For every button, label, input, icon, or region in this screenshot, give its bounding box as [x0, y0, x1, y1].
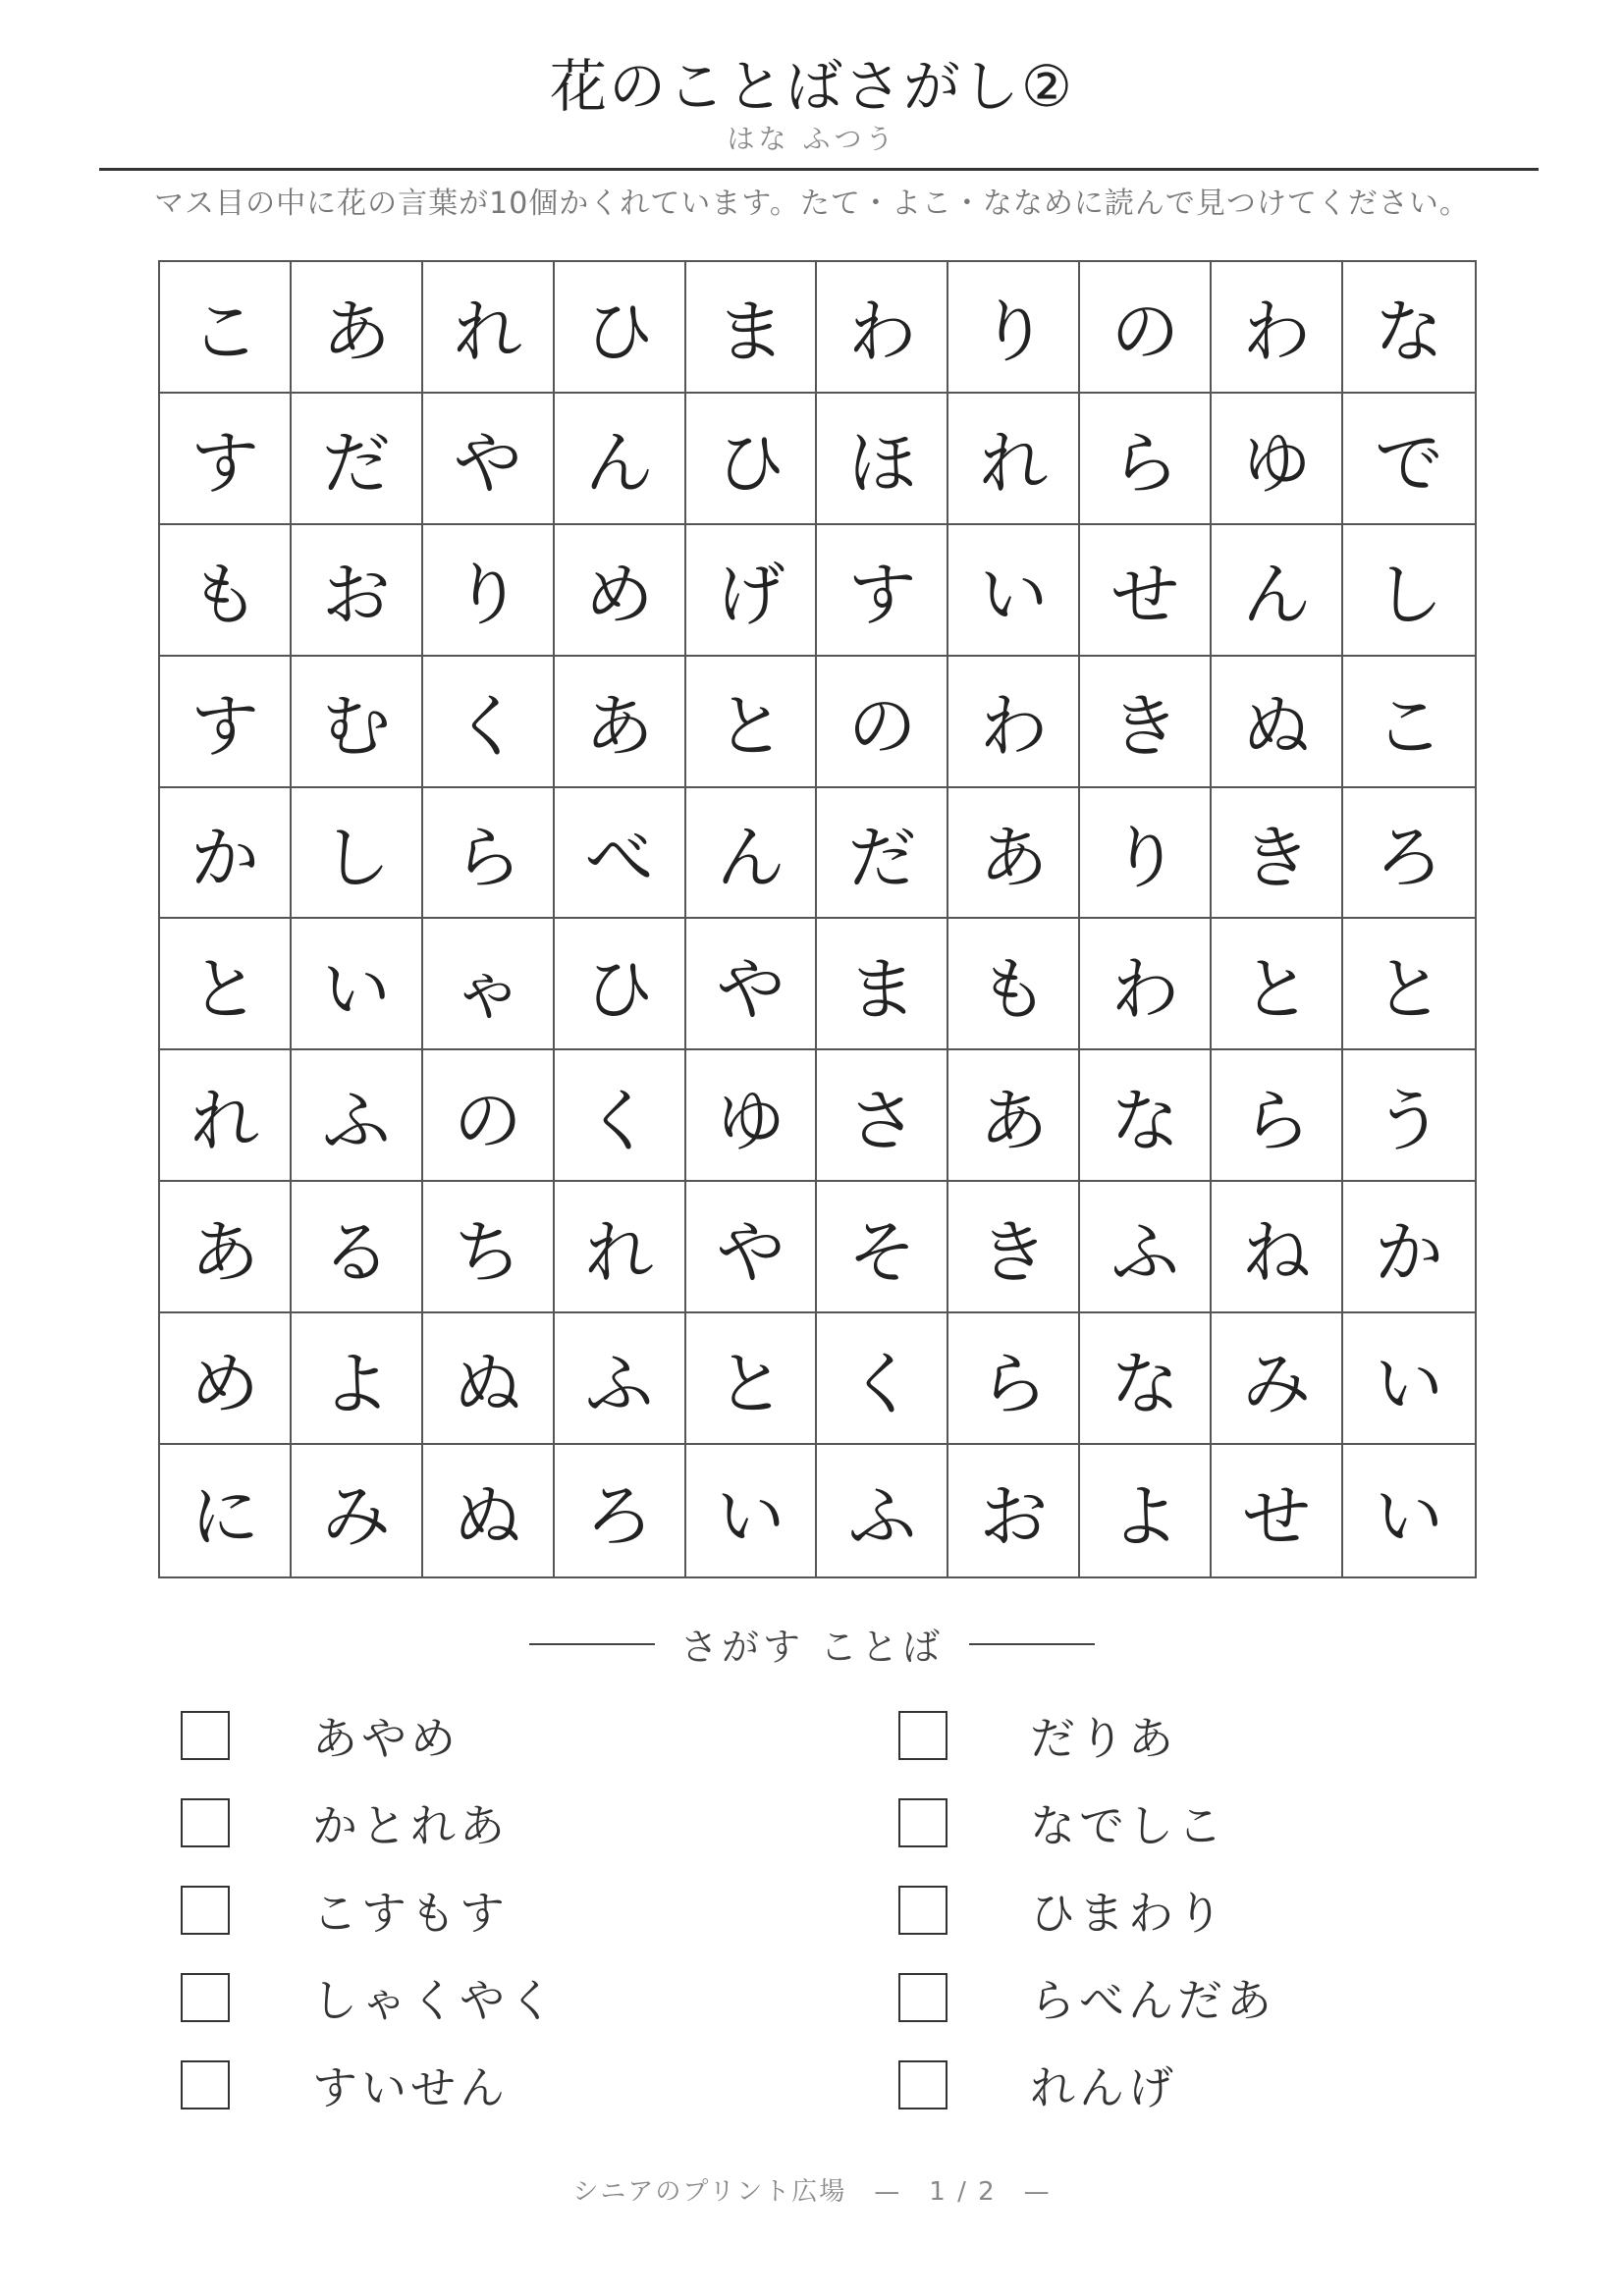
grid-cell[interactable]: ゆ — [686, 1050, 818, 1182]
grid-cell[interactable]: と — [160, 919, 292, 1050]
word-label: すいせん — [312, 2061, 509, 2114]
grid-cell[interactable]: れ — [948, 394, 1080, 525]
instructions: マス目の中に花の言葉が10個かくれています。たて・よこ・ななめに読んで見つけてください。 — [154, 187, 1470, 221]
word-checkbox[interactable] — [898, 1886, 947, 1935]
grid-cell[interactable]: め — [160, 1313, 292, 1445]
grid-cell[interactable]: め — [555, 525, 686, 657]
grid-cell[interactable]: や — [686, 1182, 818, 1313]
grid-cell[interactable]: い — [292, 919, 423, 1050]
grid-cell[interactable]: ら — [948, 1313, 1080, 1445]
word-label: なでしこ — [1030, 1799, 1226, 1852]
footer: シニアのプリント広場 — 1 / 2 — — [572, 2177, 1052, 2207]
word-item — [898, 1795, 1226, 1850]
word-label: こすもす — [312, 1887, 509, 1940]
grid-cell[interactable]: よ — [1080, 1445, 1212, 1576]
grid-cell[interactable]: ん — [686, 788, 818, 920]
grid-cell[interactable]: い — [1375, 1475, 1444, 1557]
word-checkbox[interactable] — [181, 2060, 230, 2109]
grid-cell[interactable]: ろ — [555, 1445, 686, 1576]
grid-cell[interactable]: く — [817, 1313, 948, 1445]
grid-cell[interactable]: よ — [292, 1313, 423, 1445]
word-item — [898, 1970, 1275, 2025]
grid-cell[interactable]: ま — [686, 262, 818, 394]
grid-cell[interactable]: と — [686, 657, 818, 788]
grid-cell[interactable]: べ — [555, 788, 686, 920]
grid-cell[interactable]: ら — [1212, 1050, 1343, 1182]
grid-cell[interactable]: ぬ — [423, 1313, 555, 1445]
grid-cell[interactable]: ふ — [555, 1313, 686, 1445]
grid-cell[interactable]: の — [423, 1050, 555, 1182]
word-checkbox[interactable] — [181, 1711, 230, 1760]
grid-cell[interactable]: せ — [1212, 1445, 1343, 1576]
word-checkbox[interactable] — [898, 1973, 947, 2022]
grid-cell[interactable]: る — [292, 1182, 423, 1313]
grid-cell[interactable]: あ — [555, 657, 686, 788]
grid-cell[interactable]: ぬ — [1212, 657, 1343, 788]
word-item — [898, 1708, 1177, 1763]
word-label: かとれあ — [312, 1799, 509, 1852]
word-checkbox[interactable] — [181, 1798, 230, 1847]
grid-cell[interactable]: む — [292, 657, 423, 788]
grid-cell[interactable]: ぬ — [423, 1445, 555, 1576]
grid-cell[interactable]: く — [423, 657, 555, 788]
grid-cell[interactable]: み — [292, 1445, 423, 1576]
grid-cell[interactable]: と — [1212, 919, 1343, 1050]
grid-cell[interactable]: ひ — [686, 394, 818, 525]
grid-cell[interactable]: い — [686, 1445, 818, 1576]
grid-cell[interactable]: あ — [160, 1182, 292, 1313]
grid-cell[interactable]: き — [1212, 788, 1343, 920]
grid-cell[interactable]: す — [160, 657, 292, 788]
grid-cell[interactable]: も — [948, 919, 1080, 1050]
grid-cell[interactable]: だ — [817, 788, 948, 920]
grid-cell[interactable]: れ — [423, 262, 555, 394]
heading-dash-left — [529, 1643, 655, 1645]
grid-cell[interactable]: ひ — [555, 919, 686, 1050]
grid-cell[interactable]: で — [1343, 394, 1475, 525]
grid-cell[interactable]: ら — [423, 788, 555, 920]
word-item — [898, 2057, 1177, 2112]
grid-cell[interactable]: も — [160, 525, 292, 657]
footer-site: シニアのプリント広場 — [572, 2177, 847, 2207]
word-search-grid — [158, 260, 1477, 1578]
word-checkbox[interactable] — [898, 2060, 947, 2109]
grid-cell[interactable]: と — [1343, 919, 1475, 1050]
grid-cell[interactable]: す — [160, 394, 292, 525]
grid-cell[interactable]: ね — [1212, 1182, 1343, 1313]
grid-cell[interactable]: わ — [1080, 919, 1212, 1050]
heading-dash-right — [969, 1643, 1095, 1645]
grid-cell[interactable]: き — [1080, 657, 1212, 788]
grid-cell[interactable]: ふ — [292, 1050, 423, 1182]
words-heading — [0, 1617, 1624, 1671]
grid-cell[interactable]: な — [1343, 262, 1475, 394]
grid-cell[interactable]: げ — [686, 525, 818, 657]
page-title: 花のことばさがし② — [550, 53, 1074, 120]
footer-page-number: 1 / 2 — [929, 2177, 997, 2207]
grid-cell[interactable]: の — [1080, 262, 1212, 394]
grid-cell[interactable]: ひ — [555, 262, 686, 394]
grid-cell[interactable]: し — [1343, 525, 1475, 657]
word-item — [181, 1795, 509, 1850]
word-checkbox[interactable] — [898, 1798, 947, 1847]
words-heading-label: さがす ことば — [679, 1626, 945, 1669]
grid-cell[interactable]: に — [160, 1445, 292, 1576]
word-item — [181, 1883, 509, 1938]
word-label: れんげ — [1030, 2061, 1177, 2114]
grid-cell[interactable]: ゃ — [423, 919, 555, 1050]
grid-cell[interactable]: ち — [423, 1182, 555, 1313]
grid-cell[interactable]: り — [948, 262, 1080, 394]
page-subtitle: はな ふつう — [727, 123, 897, 155]
word-checkbox[interactable] — [898, 1711, 947, 1760]
grid-cell[interactable]: し — [292, 788, 423, 920]
grid-cell[interactable]: わ — [817, 262, 948, 394]
word-label: あやめ — [312, 1712, 460, 1765]
grid-cell[interactable]: お — [292, 525, 423, 657]
title-divider — [99, 168, 1539, 171]
grid-cell[interactable]: や — [423, 394, 555, 525]
grid-cell[interactable]: せ — [1080, 525, 1212, 657]
grid-cell[interactable]: の — [817, 657, 948, 788]
grid-cell[interactable]: ま — [817, 919, 948, 1050]
grid-cell[interactable]: ろ — [1343, 788, 1475, 920]
word-checkbox[interactable] — [181, 1973, 230, 2022]
grid-cell[interactable]: あ — [948, 788, 1080, 920]
grid-cell[interactable]: そ — [817, 1182, 948, 1313]
word-item — [181, 2057, 509, 2112]
grid-cell[interactable]: お — [948, 1445, 1080, 1576]
grid-cell[interactable]: わ — [948, 657, 1080, 788]
grid-cell[interactable]: や — [686, 919, 818, 1050]
grid-cell[interactable]: ん — [1212, 525, 1343, 657]
word-label: ひまわり — [1030, 1887, 1226, 1940]
grid-cell[interactable]: す — [817, 525, 948, 657]
grid-cell[interactable]: こ — [160, 262, 292, 394]
word-item — [898, 1883, 1226, 1938]
grid-cell[interactable]: れ — [555, 1182, 686, 1313]
grid-cell[interactable]: い — [1343, 1313, 1475, 1445]
grid-cell[interactable]: だ — [292, 394, 423, 525]
grid-cell[interactable]: ほ — [817, 394, 948, 525]
grid-cell[interactable]: か — [160, 788, 292, 920]
grid-cell[interactable]: あ — [292, 262, 423, 394]
grid-cell[interactable]: な — [1080, 1313, 1212, 1445]
word-label: らべんだあ — [1030, 1974, 1275, 2027]
grid-cell[interactable]: な — [1080, 1050, 1212, 1182]
grid-cell[interactable]: き — [948, 1182, 1080, 1313]
grid-cell[interactable]: こ — [1343, 657, 1475, 788]
grid-cell[interactable]: ら — [1080, 394, 1212, 525]
word-label: しゃくやく — [312, 1974, 558, 2027]
grid-cell[interactable]: と — [686, 1313, 818, 1445]
grid-cell[interactable]: う — [1343, 1050, 1475, 1182]
grid-cell[interactable]: れ — [160, 1050, 292, 1182]
grid-cell[interactable]: ゆ — [1212, 394, 1343, 525]
grid-cell[interactable]: あ — [948, 1050, 1080, 1182]
grid-cell[interactable]: わ — [1212, 262, 1343, 394]
grid-cell[interactable]: く — [555, 1050, 686, 1182]
grid-cell[interactable]: さ — [817, 1050, 948, 1182]
grid-cell[interactable]: り — [423, 525, 555, 657]
word-item — [181, 1970, 558, 2025]
grid-cell[interactable]: ん — [555, 394, 686, 525]
grid-cell[interactable]: み — [1212, 1313, 1343, 1445]
word-label: だりあ — [1030, 1712, 1177, 1765]
word-item — [181, 1708, 460, 1763]
word-checkbox[interactable] — [181, 1886, 230, 1935]
grid-cell[interactable]: ふ — [1080, 1182, 1212, 1313]
grid-cell[interactable]: り — [1080, 788, 1212, 920]
grid-cell[interactable]: ふ — [817, 1445, 948, 1576]
grid-cell[interactable]: い — [948, 525, 1080, 657]
grid-cell[interactable]: か — [1343, 1182, 1475, 1313]
